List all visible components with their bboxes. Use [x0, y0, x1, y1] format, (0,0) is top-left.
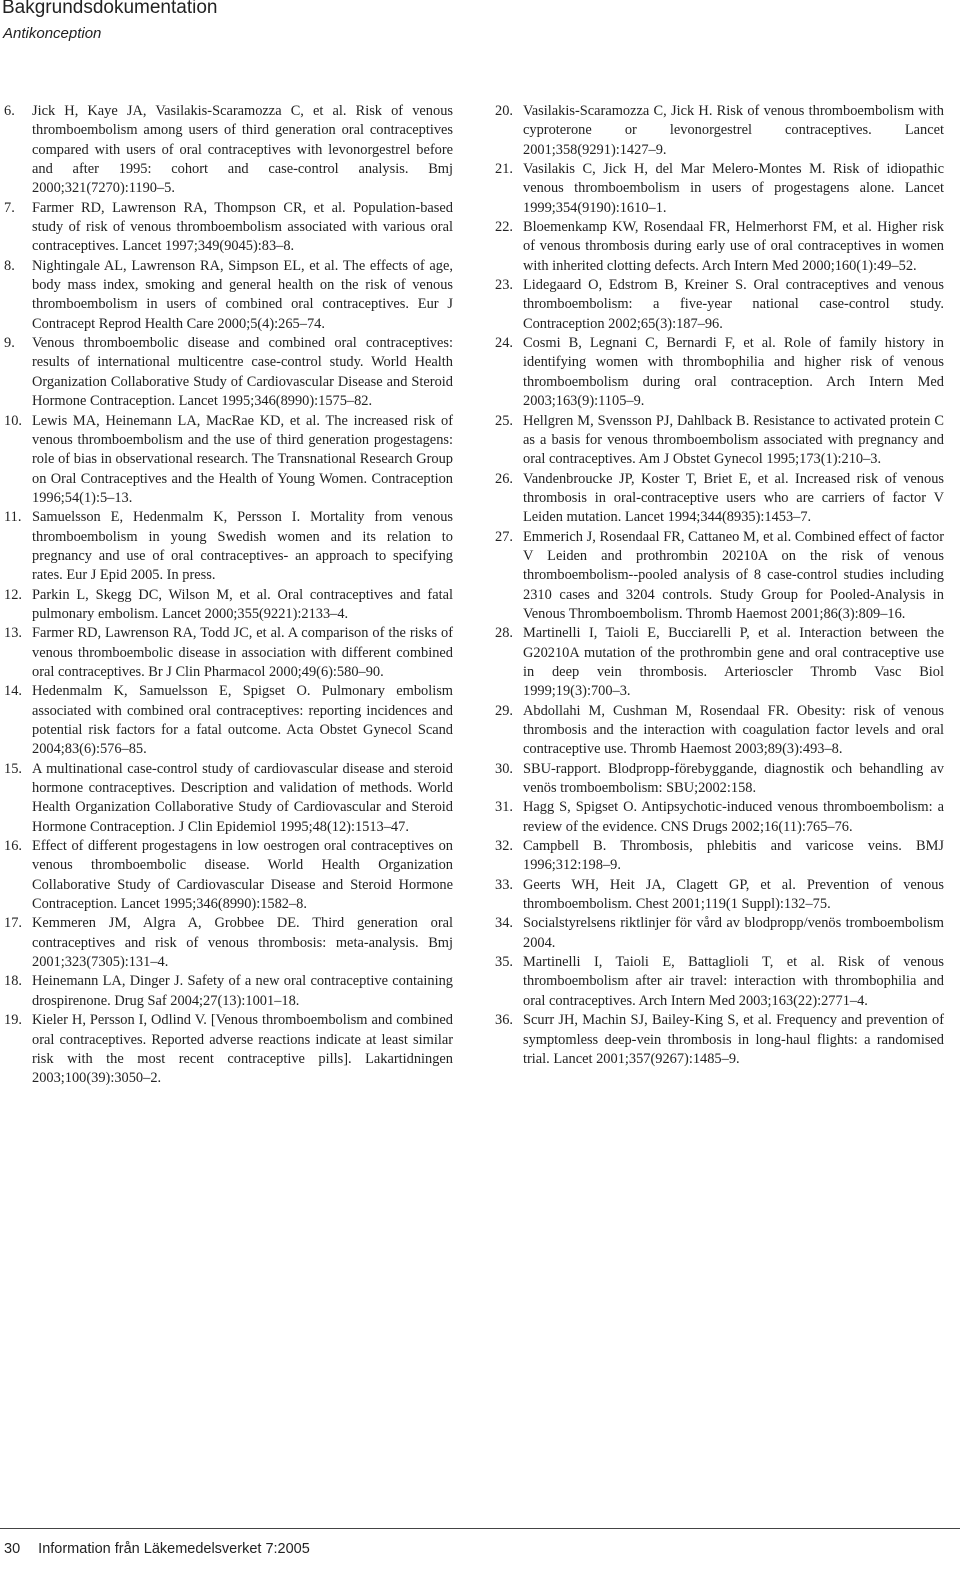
reference-number: 25.	[495, 412, 513, 429]
reference-text: Socialstyrelsens riktlinjer för vård av blodpropp/venös tromboembolism 2004.	[523, 915, 944, 951]
reference-number: 26.	[495, 470, 513, 487]
reference-item	[4, 257, 453, 334]
reference-text: Bloemenkamp KW, Rosendaal FR, Helmerhorst FM, et al. Higher risk of venous thrombosis during early use of oral contraceptives in women with inherited clotting defects. Arch Intern Med 2000;160(1):49–52.	[523, 219, 944, 274]
reference-item	[495, 218, 944, 276]
reference-item	[495, 276, 944, 334]
reference-text: Samuelsson E, Hedenmalm K, Persson I. Mortality from venous thromboembolism in young Swedish women and its relation to pregnancy and use of oral contraceptives- an approach to specifying rates. Eur J Epid 2005. In press.	[32, 509, 453, 584]
reference-text: Geerts WH, Heit JA, Clagett GP, et al. Prevention of venous thromboembolism. Chest 2001;119(1 Suppl):132–75.	[523, 876, 944, 913]
reference-text: Martinelli I, Taioli E, Battaglioli T, et al. Risk of venous thromboembolism after air travel: interaction with thrombophilia and oral contraceptives. Arch Intern Med 2003;163(22):2771–4.	[523, 954, 944, 1009]
reference-text: Lidegaard O, Edstrom B, Kreiner S. Oral contraceptives and venous thromboembolism: a five-year national case-control study. Contraception 2002;65(3):187–96.	[523, 277, 944, 332]
reference-text: Vasilakis C, Jick H, del Mar Melero-Montes M. Risk of idiopathic venous thromboembolism in users of progestagens alone. Lancet 1999;354(9190):1610–1.	[523, 161, 944, 216]
reference-item	[4, 586, 453, 625]
reference-number: 22.	[495, 219, 513, 236]
reference-item	[495, 160, 944, 218]
reference-text: Campbell B. Thrombosis, phlebitis and varicose veins. BMJ 1996;312:198–9.	[523, 838, 944, 874]
footer-text: Information från Läkemedelsverket 7:2005	[38, 1541, 310, 1557]
reference-item	[495, 914, 944, 953]
reference-number: 34.	[495, 915, 513, 932]
reference-number: 31.	[495, 799, 513, 816]
reference-column-right	[495, 102, 944, 1069]
reference-text: Nightingale AL, Lawrenson RA, Simpson EL, et al. The effects of age, body mass index, smoking and general health on the risk of venous thromboembolism in users of combined oral contraceptives. Eur J Contracept Reprod Health Care 2000;5(4):265–74.	[32, 257, 453, 332]
reference-item	[4, 412, 453, 509]
reference-number: 7.	[4, 199, 15, 216]
reference-number: 20.	[495, 103, 513, 119]
reference-text: Farmer RD, Lawrenson RA, Thompson CR, et al. Population-based study of risk of venous thromboembolism associated with various oral contraceptives. Lancet 1997;349(9045):83–8.	[32, 199, 453, 255]
reference-text: Hedenmalm K, Samuelsson E, Spigset O. Pulmonary embolism associated with combined oral contraceptives: reporting incidences and potential risk factors for a fatal outcome. Acta Obstet Gynecol Scand 2004;83(6):576–85.	[32, 683, 453, 758]
reference-item	[4, 1011, 453, 1088]
reference-item	[495, 102, 944, 160]
header-subtitle: Antikonception	[3, 25, 102, 42]
reference-text: SBU-rapport. Blodpropp-förebyggande, diagnostik och behandling av venös tromboembolism: SBU;2002:158.	[523, 760, 944, 797]
footer-divider	[0, 1528, 960, 1529]
reference-item	[4, 760, 453, 837]
reference-text: Lewis MA, Heinemann LA, MacRae KD, et al. The increased risk of venous thromboembolism and the use of third generation progestagens: role of bias in observational research. The Transnational Research Group on Oral Contraceptives and the Health of Young Women. Contraception 1996;54(1):5–13.	[32, 412, 453, 506]
reference-text: Abdollahi M, Cushman M, Rosendaal FR. Obesity: risk of venous thrombosis and the interaction with coagulation factor levels and oral contraceptive use. Thromb Haemost 2003;89(3):493–8.	[523, 702, 944, 758]
reference-item	[4, 624, 453, 682]
reference-text: Parkin L, Skegg DC, Wilson M, et al. Oral contraceptives and fatal pulmonary embolism. Lancet 2000;355(9221):2133–4.	[32, 586, 453, 622]
reference-item	[4, 972, 453, 1011]
reference-number: 16.	[4, 838, 22, 855]
reference-item	[495, 412, 944, 470]
reference-item	[495, 798, 944, 837]
reference-text: Heinemann LA, Dinger J. Safety of a new oral contraceptive containing drospirenone. Drug Saf 2004;27(13):1001–18.	[32, 973, 453, 1009]
reference-item	[495, 528, 944, 625]
reference-number: 36.	[495, 1012, 513, 1029]
reference-number: 33.	[495, 876, 513, 893]
reference-text: Cosmi B, Legnani C, Bernardi F, et al. Role of family history in identifying women with thrombophilia and higher risk of venous thromboembolism during oral contraception. Arch Intern Med 2003;163(9):1105–9.	[523, 335, 944, 410]
reference-item	[495, 760, 944, 799]
reference-text: Farmer RD, Lawrenson RA, Todd JC, et al. A comparison of the risks of venous thromboembolic disease in association with different combined oral contraceptives. Br J Clin Pharmacol 2000;49(6):580–90.	[32, 625, 453, 680]
reference-text: Martinelli I, Taioli E, Bucciarelli P, et al. Interaction between the G20210A mutation of the prothrombin gene and oral contraceptive use in deep vein thrombosis. Arterioscler Thromb Vasc Biol 1999;19(3):700–3.	[523, 625, 944, 700]
reference-number: 27.	[495, 528, 513, 545]
reference-number: 6.	[4, 103, 15, 119]
page-footer	[4, 1541, 310, 1557]
reference-item	[4, 914, 453, 972]
reference-item	[495, 470, 944, 528]
reference-item	[495, 1011, 944, 1069]
reference-number: 11.	[4, 509, 22, 526]
reference-number: 24.	[495, 335, 513, 352]
reference-number: 13.	[4, 625, 22, 642]
reference-text: Emmerich J, Rosendaal FR, Cattaneo M, et al. Combined effect of factor V Leiden and prothrombin 20210A on the risk of venous thromboembolism--pooled analysis of 8 case-control studies including 2310 cases and 3204 controls. Study Group for Pooled-Analysis in Venous Thromboembolism. Thromb Haemost 2001;86(3):809–16.	[523, 528, 944, 622]
reference-item	[495, 953, 944, 1011]
reference-number: 8.	[4, 257, 15, 274]
reference-number: 12.	[4, 586, 22, 603]
reference-text: Venous thromboembolic disease and combined oral contraceptives: results of international multicentre case-control study. World Health Organization Collaborative Study of Cardiovascular Disease and Steroid Hormone Contraception. Lancet 1995;346(8990):1575–82.	[32, 335, 453, 410]
reference-number: 19.	[4, 1012, 22, 1029]
reference-number: 35.	[495, 954, 513, 971]
reference-text: Effect of different progestagens in low oestrogen oral contraceptives on venous thromboembolic disease. World Health Organization Collaborative Study of Cardiovascular Disease and Steroid Hormone Contraception. Lancet 1995;346(8990):1582–8.	[32, 838, 453, 913]
reference-text: A multinational case-control study of cardiovascular disease and steroid hormone contraceptives. Description and validation of methods. World Health Organization Collaborative Study of Cardiovascular and Steroid Hormone Contraception. J Clin Epidemiol 1995;48(12):1513–47.	[32, 760, 453, 835]
reference-text: Vandenbroucke JP, Koster T, Briet E, et al. Increased risk of venous thrombosis in oral-contraceptive users who are carriers of factor V Leiden mutation. Lancet 1994;344(8935):1453–7.	[523, 470, 944, 526]
reference-item	[4, 682, 453, 759]
reference-text: Hagg S, Spigset O. Antipsychotic-induced venous thromboembolism: a review of the evidence. CNS Drugs 2002;16(11):765–76.	[523, 799, 944, 835]
reference-number: 30.	[495, 760, 513, 777]
reference-item	[4, 334, 453, 411]
reference-text: Scurr JH, Machin SJ, Bailey-King S, et al. Frequency and prevention of symptomless deep-vein thrombosis in long-haul flights: a randomised trial. Lancet 2001;357(9267):1485–9.	[523, 1012, 944, 1067]
page-number: 30	[4, 1541, 21, 1557]
reference-text: Jick H, Kaye JA, Vasilakis-Scaramozza C, et al. Risk of venous thromboembolism among users of third generation oral contraceptives compared with users of oral contraceptives with levonorgestrel before and after 1995: cohort and case-control analysis. Bmj 2000;321(7270):1190–5.	[32, 103, 453, 197]
reference-number: 10.	[4, 412, 22, 429]
reference-number: 9.	[4, 335, 15, 352]
reference-item	[495, 624, 944, 701]
reference-item	[4, 199, 453, 257]
reference-item	[4, 102, 453, 199]
reference-item	[495, 837, 944, 876]
reference-text: Kieler H, Persson I, Odlind V. [Venous thromboembolism and combined oral contraceptives. Reported adverse reactions indicate at least similar risk with the most recent contraceptive pills]. Lakartidningen 2003;100(39):3050–2.	[32, 1012, 453, 1087]
reference-text: Vasilakis-Scaramozza C, Jick H. Risk of venous thromboembolism with cyproterone or levonorgestrel contraceptives. Lancet 2001;358(9291):1427–9.	[523, 103, 944, 158]
reference-item	[495, 702, 944, 760]
header-title: Bakgrundsdokumentation	[2, 0, 218, 18]
reference-text: Kemmeren JM, Algra A, Grobbee DE. Third generation oral contraceptives and risk of venous thrombosis: meta-analysis. Bmj 2001;323(7305):131–4.	[32, 915, 453, 971]
reference-number: 23.	[495, 277, 513, 294]
reference-item	[495, 334, 944, 411]
reference-item	[4, 837, 453, 914]
reference-number: 17.	[4, 915, 22, 932]
reference-number: 15.	[4, 760, 22, 777]
reference-number: 32.	[495, 838, 513, 855]
reference-item	[4, 508, 453, 585]
reference-text: Hellgren M, Svensson PJ, Dahlback B. Resistance to activated protein C as a basis for venous thromboembolism associated with pregnancy and oral contraceptives. Am J Obstet Gynecol 1995;173(1):210–3.	[523, 412, 944, 468]
reference-column-left	[4, 102, 453, 1089]
reference-item	[495, 876, 944, 915]
reference-number: 29.	[495, 702, 513, 719]
reference-number: 28.	[495, 625, 513, 642]
reference-number: 21.	[495, 161, 513, 178]
reference-number: 14.	[4, 683, 22, 700]
reference-number: 18.	[4, 973, 22, 990]
